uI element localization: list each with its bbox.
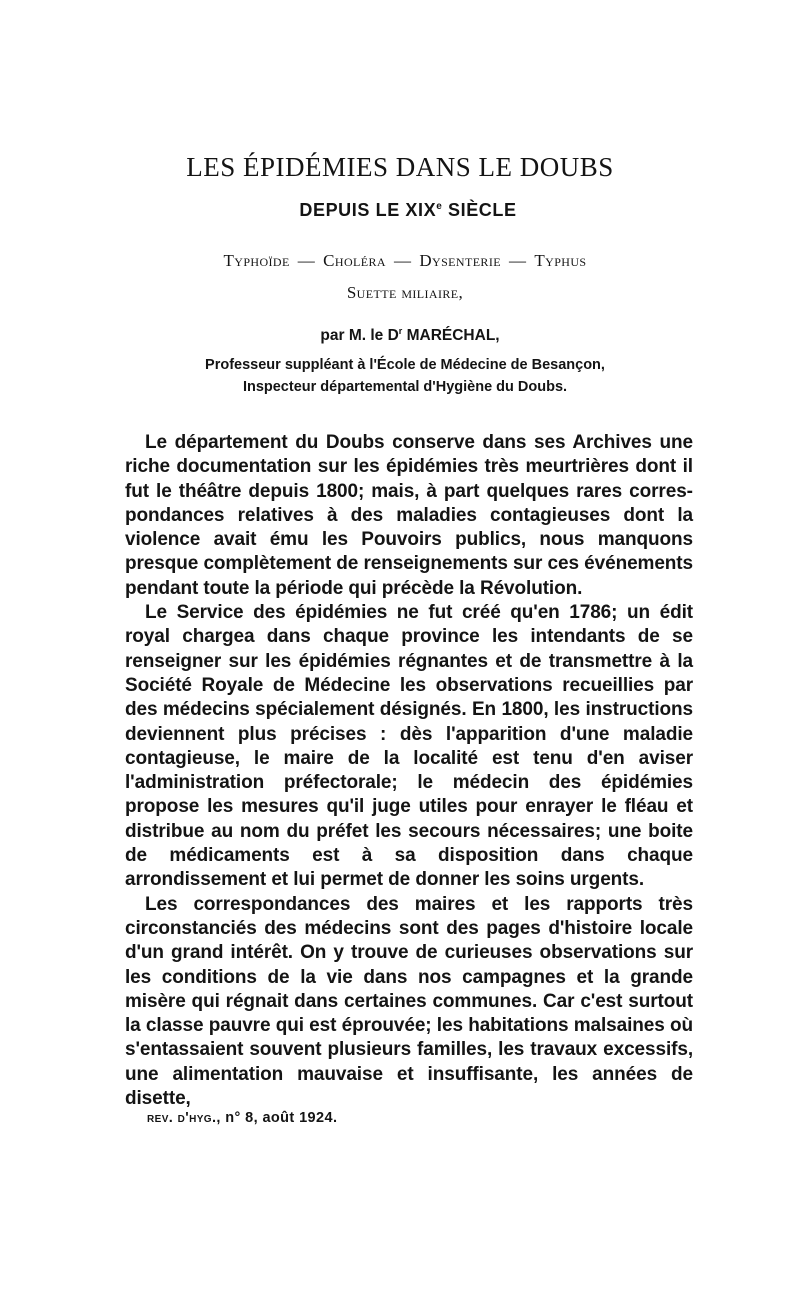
topic-typhoid: Typhoïde — [223, 251, 290, 270]
paragraph-2: Le Service des épidémies ne fut créé qu'en 1786; un édit royal chargea dans chaque province les intendants de se renseigner sur les épidémies régnantes et de transmettre à la Société Royale de Médecine les observations recueillies par des médecins spécialement désignés. En 1800, les instructions deviennent plus précises : dès l'apparition d'une maladie contagieuse, le maire de la localité est tenu d'en aviser l'administration préfectorale; le médecin des épidémies propose les mesures qu'il juge utiles pour enrayer le fléau et distribue au nom du préfet les secours nécessaires; une boite de médicaments est à sa disposition dans chaque arrondissement et lui permet de donner les soins urgents. — [125, 602, 693, 891]
topic-separator: — — [297, 251, 316, 270]
topics-line — [0, 251, 800, 271]
author-affiliation-2: Inspecteur départemental d'Hygiène du Doubs. — [242, 379, 568, 395]
byline-superscript: r — [398, 326, 403, 336]
subtitle-main: DEPUIS LE XIX — [299, 200, 437, 220]
topic-separator: — — [508, 251, 527, 270]
author-byline — [0, 326, 800, 345]
author-affiliation-1: Professeur suppléant à l'École de Médecine de Besançon, — [205, 357, 605, 373]
page-footer — [147, 1110, 337, 1126]
author-name: MARÉCHAL, — [402, 327, 500, 344]
article-body — [125, 431, 693, 1111]
paragraph-1: Le département du Doubs conserve dans ses Archives une riche documentation sur les épidémies très meurtrières dont il fut le théâtre depuis 1800; mais, à part quelques rares correspondances relatives à des maladies contagieuses dont la violence avait ému les Pouvoirs publics, nous manquons presque complètement de renseignements sur ces événements pendant toute la période qui précède la Révolution. — [125, 432, 693, 599]
subtitle-end: SIÈCLE — [442, 200, 517, 220]
topic-cholera: Choléra — [323, 251, 386, 270]
topics-line-2: Suette miliaire, — [346, 283, 464, 302]
footer-issue: , n° 8, août 1924. — [216, 1110, 338, 1126]
topic-separator: — — [393, 251, 412, 270]
subtitle-superscript: e — [436, 201, 443, 212]
byline-prefix: par M. le D — [320, 327, 399, 344]
topic-typhus: Typhus — [534, 251, 587, 270]
topic-dysentery: Dysenterie — [419, 251, 501, 270]
article-subtitle — [0, 200, 800, 221]
paragraph-3: Les correspondances des maires et les rapports très circonstanciés des médecins sont des pages d'histoire locale d'un grand intérêt. On y trouve de curieuses observations sur les conditions de la vie dans nos campagnes et la grande misère qui régnait dans certaines communes. Car c'est surtout la classe pauvre qui est éprouvée; les habitations malsaines où s'entassaient souvent plusieurs familles, les travaux excessifs, une alimentation mauvaise et insuffisante, les années de disette, — [125, 893, 693, 1110]
footer-journal: rev. d'hyg. — [147, 1110, 217, 1126]
article-title: LES ÉPIDÉMIES DANS LE DOUBS — [186, 152, 614, 182]
